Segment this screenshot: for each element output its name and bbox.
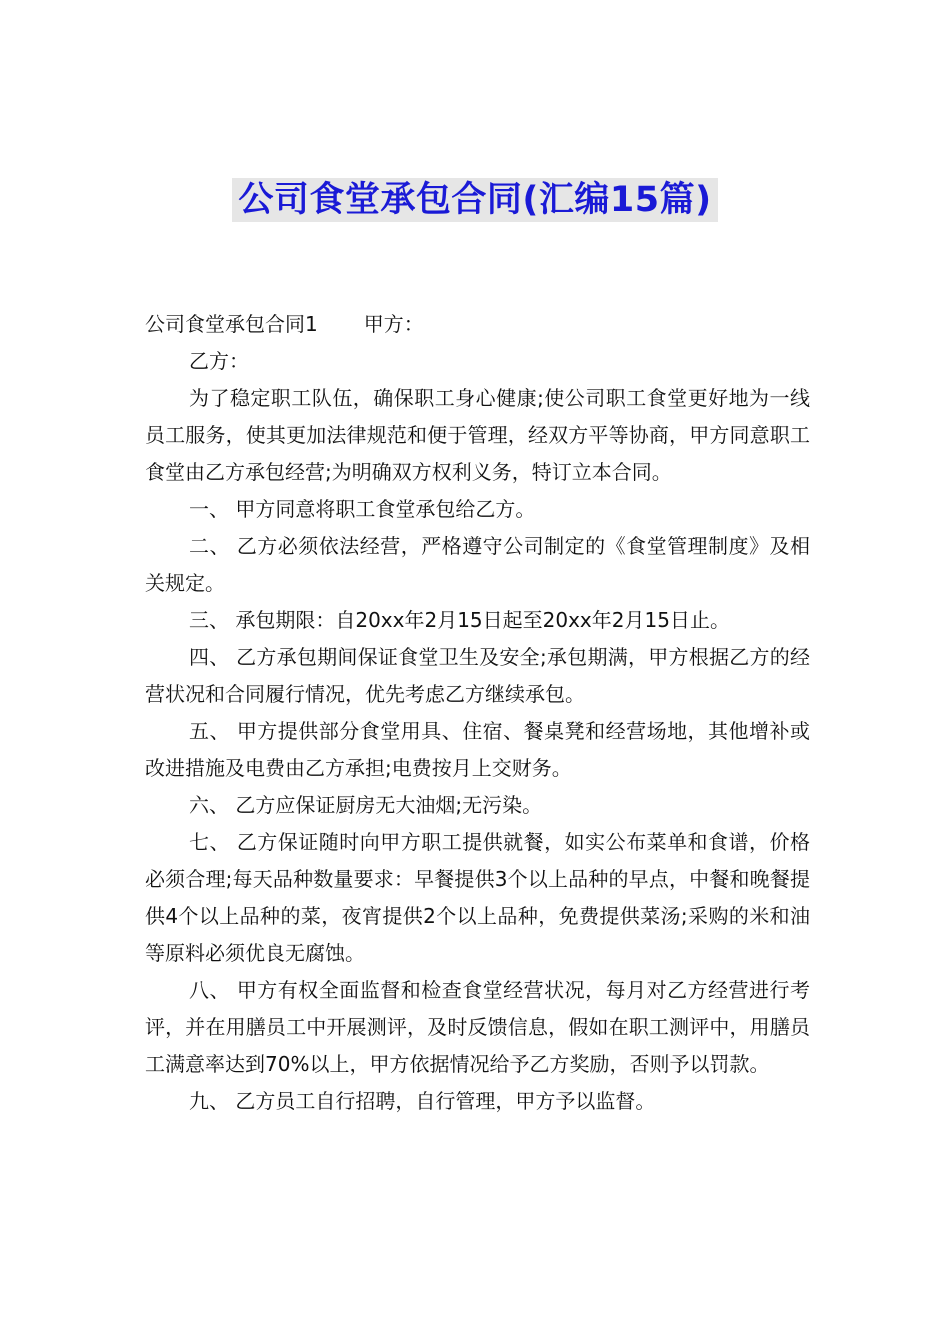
document-title: 公司食堂承包合同(汇编15篇) xyxy=(232,178,717,222)
clause-4: 四、 乙方承包期间保证食堂卫生及安全;承包期满，甲方根据乙方的经营状况和合同履行情况，优先考虑乙方继续承包。 xyxy=(145,645,810,706)
preamble-paragraph: 为了稳定职工队伍，确保职工身心健康;使公司职工食堂更好地为一线员工服务，使其更加法律规范和便于管理，经双方平等协商，甲方同意职工食堂由乙方承包经营;为明确双方权利义务，特订立本合同。 xyxy=(145,386,810,484)
party-a-label: 甲方： xyxy=(363,312,424,336)
contract-name: 公司食堂承包合同1 xyxy=(145,312,318,336)
clause-8: 八、 甲方有权全面监督和检查食堂经营状况，每月对乙方经营进行考评，并在用膳员工中开展测评，及时反馈信息，假如在职工测评中，用膳员工满意率达到70%以上，甲方依据情况给予乙方奖励，否则予以罚款。 xyxy=(145,978,810,1076)
party-b-label: 乙方： xyxy=(189,349,249,373)
contract-heading xyxy=(145,306,810,343)
clause-5: 五、 甲方提供部分食堂用具、住宿、餐桌凳和经营场地，其他增补或改进措施及电费由乙方承担;电费按月上交财务。 xyxy=(145,719,810,780)
clause-3: 三、 承包期限：自20xx年2月15日起至20xx年2月15日止。 xyxy=(189,608,730,632)
title-block xyxy=(0,178,950,222)
clause-7: 七、 乙方保证随时向甲方职工提供就餐，如实公布菜单和食谱，价格必须合理;每天品种数量要求：早餐提供3个以上品种的早点，中餐和晚餐提供4个以上品种的菜，夜宵提供2个以上品种，免费提供菜汤;采购的米和油等原料必须优良无腐蚀。 xyxy=(145,830,810,965)
clause-2: 二、 乙方必须依法经营，严格遵守公司制定的《食堂管理制度》及相关规定。 xyxy=(145,534,810,595)
clause-1: 一、 甲方同意将职工食堂承包给乙方。 xyxy=(189,497,536,521)
clause-6: 六、 乙方应保证厨房无大油烟;无污染。 xyxy=(189,793,543,817)
clause-9: 九、 乙方员工自行招聘，自行管理，甲方予以监督。 xyxy=(189,1089,656,1113)
document-body xyxy=(145,306,810,1120)
